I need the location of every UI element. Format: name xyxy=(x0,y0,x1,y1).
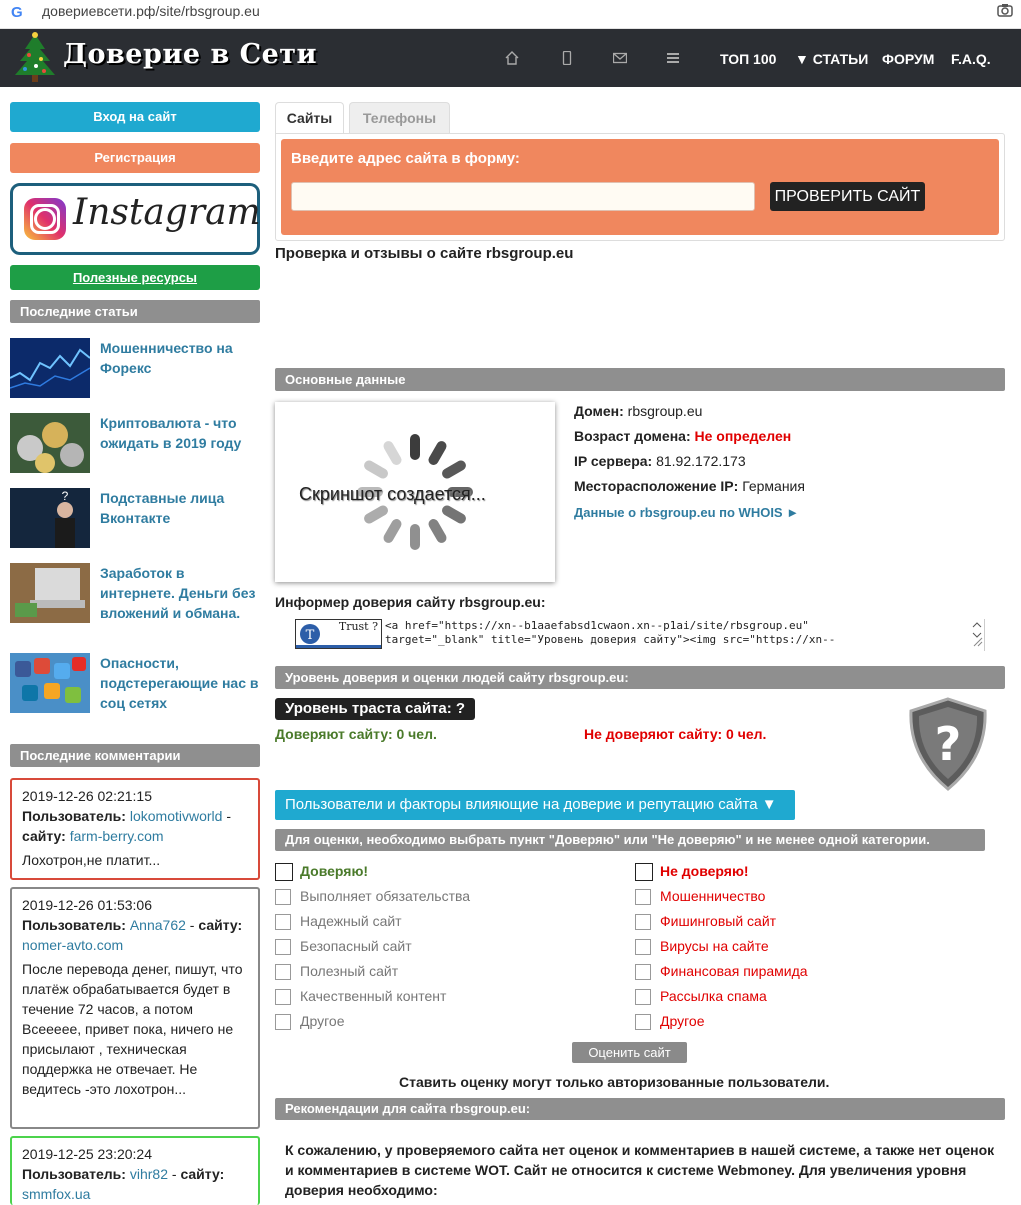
ip-row xyxy=(574,453,746,469)
site-header xyxy=(0,29,1021,87)
domain-row xyxy=(574,403,702,419)
article-title[interactable]: Опасности, подстерегающие нас в соц сетях xyxy=(100,655,259,711)
checkbox-label: Качественный контент xyxy=(300,988,447,1004)
spinner-spoke xyxy=(440,459,468,481)
checkbox-label: Фишинговый сайт xyxy=(660,913,777,929)
page-title: Проверка и отзывы о сайте rbsgroup.eu xyxy=(275,245,574,262)
comment-user-link[interactable]: lokomotivworld xyxy=(129,808,223,824)
svg-text:T: T xyxy=(305,628,315,643)
nav-forum[interactable]: ФОРУМ xyxy=(882,51,935,67)
spinner-spoke xyxy=(427,517,449,545)
comment-text[interactable]: Лохотрон,не платит... xyxy=(22,852,161,868)
textarea-scroll-icon[interactable] xyxy=(970,620,984,648)
shield-question-icon xyxy=(907,697,989,791)
site-url-input[interactable] xyxy=(291,182,755,211)
tab-sites[interactable]: Сайты xyxy=(275,102,344,134)
spinner-spoke xyxy=(410,524,420,550)
crypto-coins-thumbnail[interactable] xyxy=(10,413,90,473)
check-site-button[interactable]: ПРОВЕРИТЬ САЙТ xyxy=(770,182,925,211)
nav-faq[interactable]: F.A.Q. xyxy=(951,51,991,67)
christmas-tree-icon xyxy=(12,31,58,83)
ip-label: IP сервера: xyxy=(574,453,653,469)
article-title[interactable]: Заработок в интернете. Деньги без вложений и обмана. xyxy=(100,565,256,621)
badge-underline xyxy=(296,645,381,648)
spinner-spoke xyxy=(382,517,404,545)
trust-checkbox-label: Доверяю! xyxy=(300,863,369,879)
checkbox-icon[interactable] xyxy=(275,863,293,881)
trust-level-badge: Уровень траста сайта: ? xyxy=(275,698,475,720)
comment-site-label: сайту: xyxy=(22,828,66,844)
recent-articles-title: Последние статьи xyxy=(10,300,260,323)
browser-url-bar[interactable] xyxy=(0,0,1021,29)
instagram-icon xyxy=(24,198,66,240)
mail-icon[interactable] xyxy=(613,51,627,65)
tab-phones[interactable]: Телефоны xyxy=(349,102,450,134)
google-icon: G xyxy=(11,4,23,21)
mobile-icon[interactable] xyxy=(560,51,574,65)
url-text[interactable]: довериевсети.рф/site/rbsgroup.eu xyxy=(42,3,260,19)
checkbox-label: Финансовая пирамида xyxy=(660,963,808,979)
comment-user-link[interactable]: vihr82 xyxy=(129,1166,168,1182)
comment-user-label: Пользователь: xyxy=(22,808,126,824)
checkbox-label: Безопасный сайт xyxy=(300,938,412,954)
auth-note: Ставить оценку могут только авторизованные пользователи. xyxy=(399,1074,830,1090)
trust-section-title: Уровень доверия и оценки людей сайту rbsgroup.eu: xyxy=(275,666,1005,689)
list-icon[interactable] xyxy=(666,51,680,65)
checkbox-label: Другое xyxy=(300,1013,345,1029)
factors-toggle-button[interactable]: Пользователи и факторы влияющие на доверие и репутацию сайта ▼ xyxy=(275,790,795,820)
spinner-spoke xyxy=(427,439,449,467)
checkbox-icon[interactable] xyxy=(635,889,651,905)
comment-date: 2019-12-26 02:21:15 xyxy=(22,788,152,804)
checkbox-label: Надежный сайт xyxy=(300,913,402,929)
laptop-money-thumbnail[interactable] xyxy=(10,563,90,623)
domain-label: Домен: xyxy=(574,403,624,419)
comment-site-label: сайту: xyxy=(180,1166,225,1182)
instagram-banner[interactable] xyxy=(10,183,260,255)
checkbox-icon[interactable] xyxy=(275,1014,291,1030)
checkbox-icon[interactable] xyxy=(635,939,651,955)
checkbox-icon[interactable] xyxy=(635,914,651,930)
register-button[interactable]: Регистрация xyxy=(10,143,260,173)
checkbox-icon[interactable] xyxy=(275,989,291,1005)
camera-icon[interactable] xyxy=(997,3,1013,17)
comment-user-link[interactable]: Anna762 xyxy=(129,917,186,933)
ip-value: 81.92.172.173 xyxy=(656,453,746,469)
checkbox-label: Полезный сайт xyxy=(300,963,399,979)
site-logo-text[interactable]: Доверие в Сети xyxy=(63,39,318,70)
comment-site-link[interactable]: smmfox.ua xyxy=(22,1186,91,1202)
checkbox-icon[interactable] xyxy=(635,989,651,1005)
forex-chart-thumbnail[interactable] xyxy=(10,338,90,398)
article-title[interactable]: Подставные лица Вконтакте xyxy=(100,490,225,526)
screenshot-status: Скриншот создается... xyxy=(299,484,486,504)
checkbox-label: Выполняет обязательства xyxy=(300,888,471,904)
fake-person-thumbnail[interactable] xyxy=(10,488,90,548)
spinner-spoke xyxy=(440,504,468,526)
location-row xyxy=(574,478,805,494)
rate-site-button[interactable]: Оценить сайт xyxy=(572,1042,687,1063)
home-icon[interactable] xyxy=(505,51,519,65)
distrust-checkbox-label: Не доверяю! xyxy=(660,863,749,879)
comment-text[interactable]: После перевода денег, пишут, что платёж обрабатывается будет в течение 72 часов, а потом Всеееее, привет пока, ничего не присылают , техническая поддержка не отвечает. Не ведитесь -это лохотрон... xyxy=(22,961,243,1097)
useful-resources-button[interactable]: Полезные ресурсы xyxy=(10,265,260,290)
checkbox-icon[interactable] xyxy=(275,964,291,980)
checkbox-label: Рассылка спама xyxy=(660,988,767,1004)
trust-no-count: Не доверяют сайту: 0 чел. xyxy=(584,726,767,742)
domain-value: rbsgroup.eu xyxy=(627,403,703,419)
svg-text:?: ? xyxy=(934,717,962,771)
nav-top100[interactable]: ТОП 100 xyxy=(720,51,777,67)
checkbox-label: Мошенничество xyxy=(660,888,766,904)
checkbox-label: Другое xyxy=(660,1013,705,1029)
badge-text: Trust ? xyxy=(338,620,378,633)
domain-age-value: Не определен xyxy=(694,428,792,444)
comment-user-label: Пользователь: xyxy=(22,917,126,933)
informer-code-textarea[interactable]: <a href="https://xn--b1aaefabsd1cwaon.xn--p1ai/site/rbsgroup.eu" target="_blank" title="Уровень доверия сайту"><img src="https://xn-- xyxy=(385,619,985,651)
rating-instruction: Для оценки, необходимо выбрать пункт "Доверяю" или "Не доверяю" и не менее одной категории. xyxy=(275,829,985,851)
comment-site-link[interactable]: farm-berry.com xyxy=(69,828,164,844)
checkbox-icon[interactable] xyxy=(275,914,291,930)
comment-card: 2019-12-26 02:21:15 Пользователь: lokomotivworld - сайту: farm-berry.com Лохотрон,не платит... xyxy=(10,778,260,880)
informer-title: Информер доверия сайту rbsgroup.eu: xyxy=(275,594,546,610)
domain-age-row xyxy=(574,428,791,444)
instagram-wordmark: Instagram xyxy=(73,192,261,233)
whois-link[interactable]: Данные о rbsgroup.eu по WHOIS ► xyxy=(574,505,800,520)
comment-user-label: Пользователь: xyxy=(22,1166,126,1182)
comment-date: 2019-12-26 01:53:06 xyxy=(22,897,152,913)
social-icons-thumbnail[interactable] xyxy=(10,653,90,713)
spinner-spoke xyxy=(362,459,390,481)
recent-comments-title: Последние комментарии xyxy=(10,744,260,767)
trust-logo-icon xyxy=(298,622,322,646)
domain-age-label: Возраст домена: xyxy=(574,428,691,444)
spinner-spoke xyxy=(382,439,404,467)
location-value: Германия xyxy=(742,478,805,494)
checkbox-label: Вирусы на сайте xyxy=(660,938,769,954)
recommendations-title: Рекомендации для сайта rbsgroup.eu: xyxy=(275,1098,1005,1120)
nav-articles[interactable]: ▼ СТАТЬИ xyxy=(795,51,869,67)
checkbox-icon[interactable] xyxy=(635,863,653,881)
comment-card: 2019-12-25 23:20:24 Пользователь: vihr82 - сайту: smmfox.ua xyxy=(10,1136,260,1205)
svg-text:?: ? xyxy=(61,489,69,503)
checkbox-icon[interactable] xyxy=(635,1014,651,1030)
location-label: Месторасположение IP: xyxy=(574,478,739,494)
form-label: Введите адрес сайта в форму: xyxy=(291,150,520,167)
checkbox-icon[interactable] xyxy=(275,939,291,955)
comment-card: 2019-12-26 01:53:06 Пользователь: Anna762 - сайту: nomer-avto.com После перевода денег, пишут, что платёж обрабатывается будет в течение 72 часов, а потом Всеееее, привет пока, ничего не присылают , техническая поддержка не отвечает. Не ведитесь -это лохотрон... xyxy=(10,887,260,1129)
trust-informer-badge[interactable] xyxy=(295,619,382,649)
checkbox-icon[interactable] xyxy=(635,964,651,980)
comment-site-link[interactable]: nomer-avto.com xyxy=(22,937,124,953)
checkbox-icon[interactable] xyxy=(275,889,291,905)
comment-site-label: сайту: xyxy=(198,917,243,933)
site-check-form xyxy=(281,139,999,235)
article-title[interactable]: Криптовалюта - что ожидать в 2019 году xyxy=(100,415,242,451)
article-title[interactable]: Мошенничество на Форекс xyxy=(100,340,233,376)
recommendations-text: К сожалению, у проверяемого сайта нет оценок и комментариев в нашей системе, а также нет оценок и комментариев в системе WOT. Сайт не относится к системе Webmoney. Для увеличения уровня доверия необходимо: xyxy=(285,1142,995,1198)
site-screenshot xyxy=(275,402,555,582)
spinner-spoke xyxy=(410,434,420,460)
trust-yes-count: Доверяют сайту: 0 чел. xyxy=(275,726,437,742)
spinner-spoke xyxy=(362,504,390,526)
comment-date: 2019-12-25 23:20:24 xyxy=(22,1146,152,1162)
login-button[interactable]: Вход на сайт xyxy=(10,102,260,132)
basic-data-title: Основные данные xyxy=(275,368,1005,391)
